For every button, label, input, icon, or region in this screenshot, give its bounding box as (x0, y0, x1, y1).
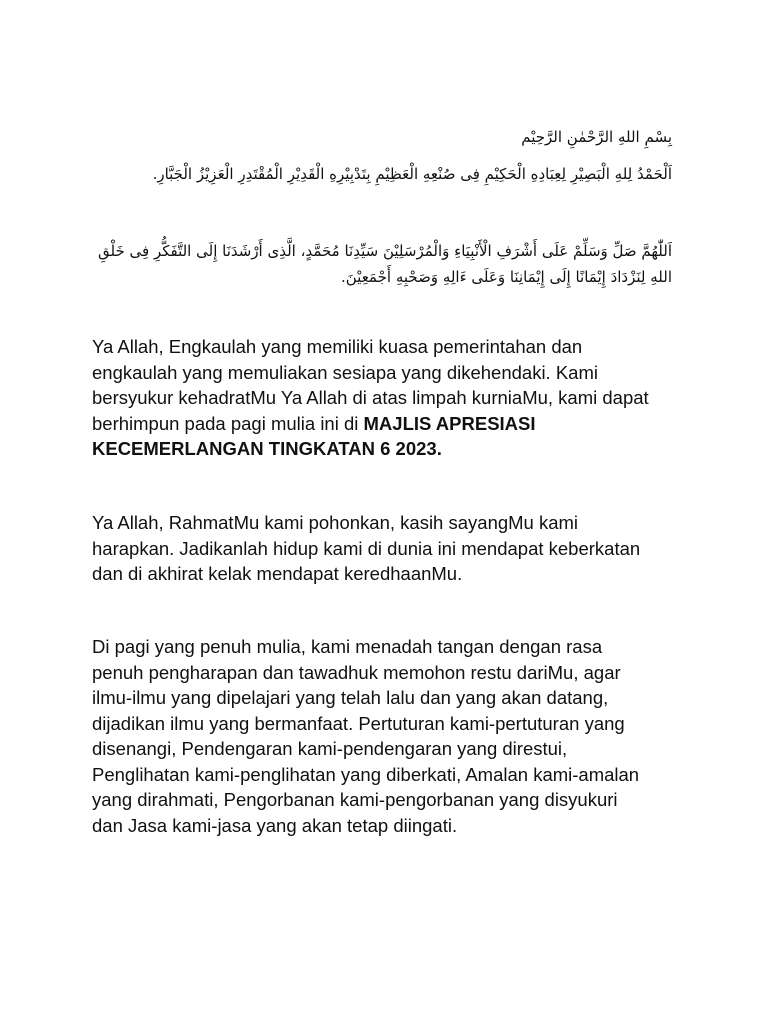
supplication-paragraph: Di pagi yang penuh mulia, kami menadah tangan dengan rasa penuh pengharapan dan tawadhuk memohon restu dariMu, agar ilmu-ilmu yang dipelajari yang telah lalu dan yang akan datang, dijadikan ilmu yang bermanfaat. Pertuturan kami-pertuturan yang disenangi, Pendengaran kami-pendengaran yang direstui, Penglihatan kami-penglihatan yang diberkati, Amalan kami-amalan yang dirahmati, Pengorbanan kami-pengorbanan yang disyukuri dan Jasa kami-jasa yang akan tetap diingati. (92, 636, 640, 836)
bismillah-line: بِسْمِ اللهِ الرَّحْمٰنِ الرَّحِيْم (521, 128, 672, 146)
mercy-paragraph: Ya Allah, RahmatMu kami pohonkan, kasih sayangMu kami harapkan. Jadikanlah hidup kami di dunia ini mendapat keberkatan dan di akhirat kelak mendapat keredhaanMu. (92, 512, 641, 584)
event-title: MAJLIS APRESIASI KECEMERLANGAN TINGKATAN 6 2023. (92, 412, 536, 459)
opening-paragraph (92, 334, 652, 462)
selawat-paragraph: اَللّٰهُمَّ صَلِّ وَسَلِّمْ عَلَى أَشْرَفِ الْأَنْبِيَاءِ وَالْمُرْسَلِيْنَ سَيِّدِنَا مُحَمَّدٍ، الَّذِى أَرْشَدَنَا إِلَى التَّفَكُّرِ فِى خَلْقِ اللهِ لِنَزْدَادَ إِيْمَانًا إِلَى إِيْمَانِنَا وَعَلَى ءَالِهِ وَصَحْبِهِ أَجْمَعِيْنَ. (97, 242, 672, 286)
hamdalah-line: اَلْحَمْدُ لِلهِ الْبَصِيْرِ لِعِبَادِهِ الْحَكِيْمِ فِى صُنْعِهِ الْعَظِيْمِ بِتَدْبِيْرِهِ الْقَدِيْرِ الْمُقْتَدِرِ الْعَزِيْزُ الْجَبَّارِ. (152, 165, 672, 183)
opening-paragraph-text: Ya Allah, Engkaulah yang memiliki kuasa pemerintahan dan engkaulah yang memuliakan sesiapa yang dikehendaki. Kami bersyukur kehadratMu Ya Allah di atas limpah kurniaMu, kami dapat berhimpun pada pagi mulia ini di (92, 336, 649, 434)
